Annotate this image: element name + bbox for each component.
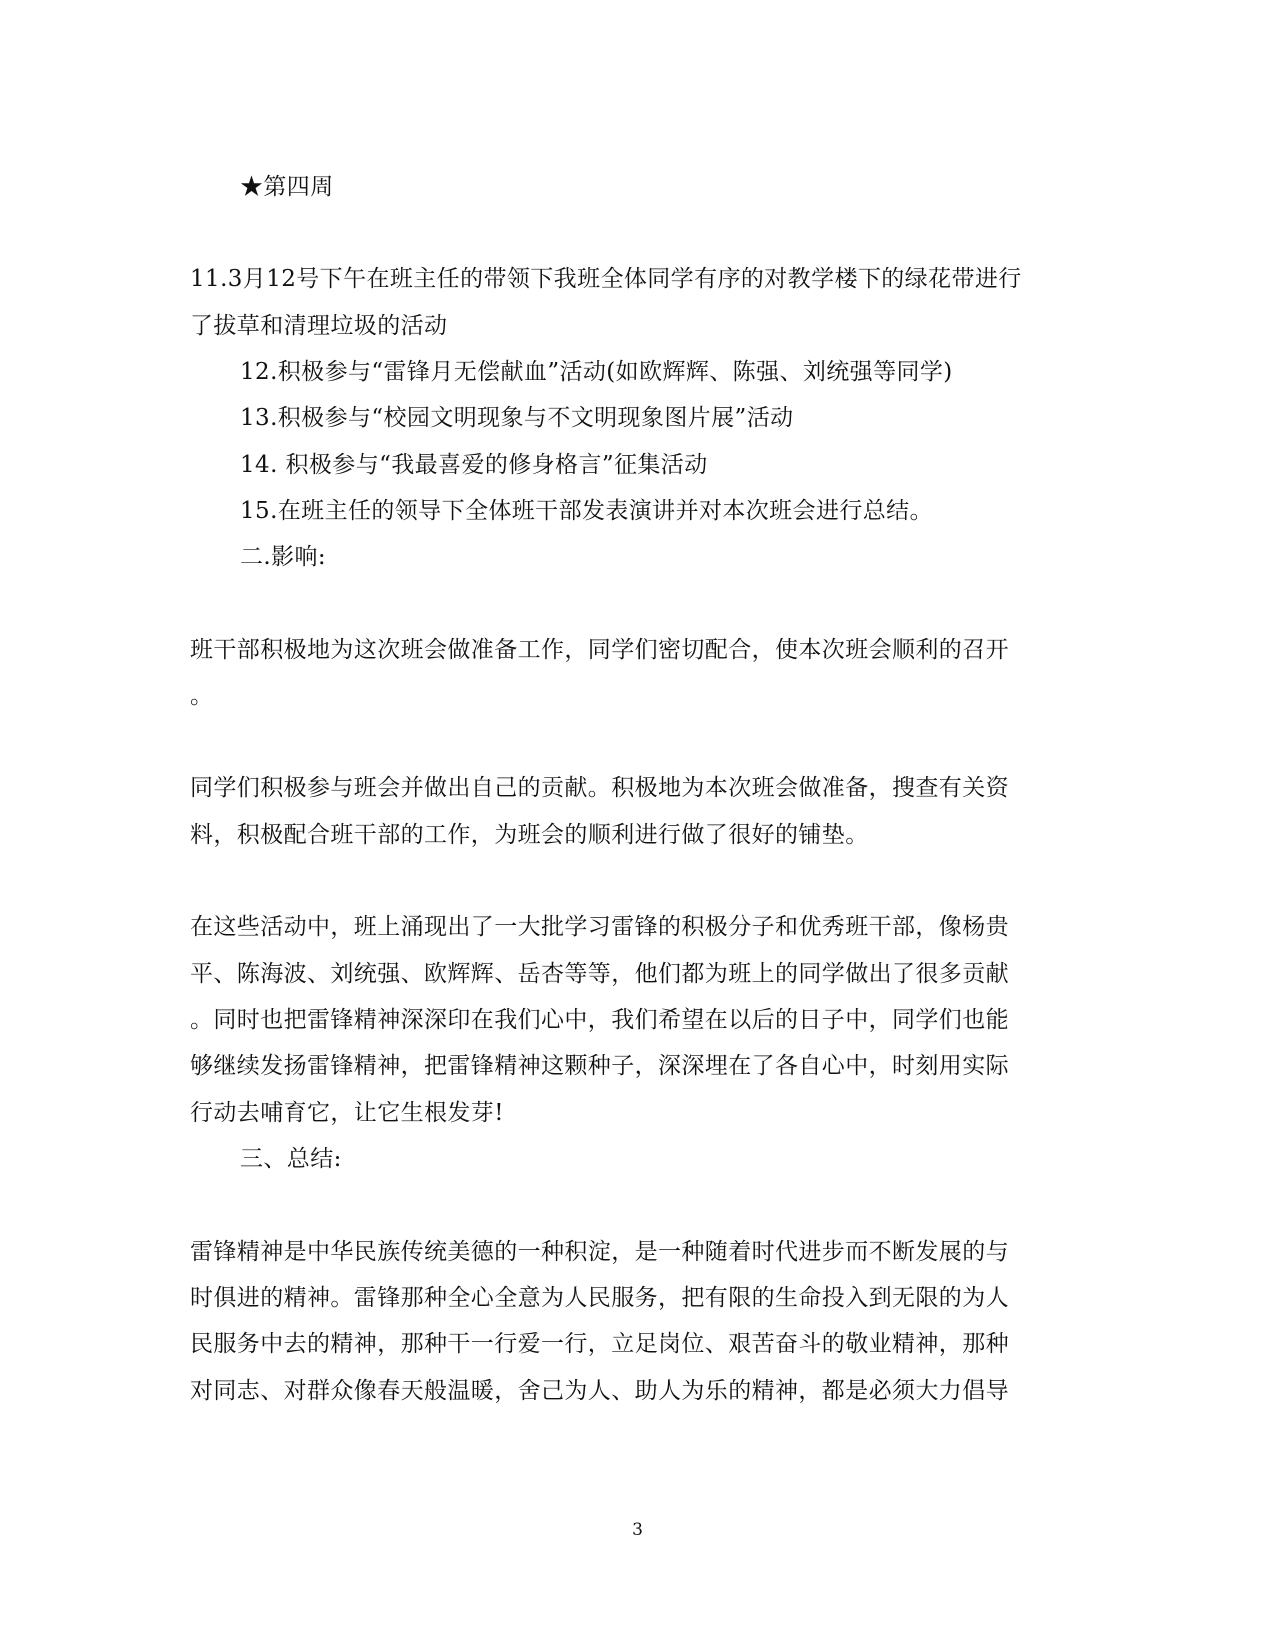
week4-heading: ★第四周: [240, 174, 334, 200]
summary-para-1-line-3: 民服务中去的精神，那种干一行爱一行，立足岗位、艰苦奋斗的敬业精神，那种: [190, 1331, 1009, 1357]
summary-para-1-line-2: 时俱进的精神。雷锋那种全心全意为人民服务，把有限的生命投入到无限的为人: [190, 1285, 1009, 1311]
summary-para-1-line-4: 对同志、对群众像春天般温暖，舍己为人、助人为乐的精神，都是必须大力倡导: [190, 1378, 1009, 1404]
impact-para-2-line-1: 同学们积极参与班会并做出自己的贡献。积极地为本次班会做准备，搜查有关资: [190, 775, 1009, 801]
item-13: 13.积极参与“校园文明现象与不文明现象图片展”活动: [240, 405, 794, 431]
page-number: 3: [632, 1520, 643, 1540]
impact-para-3-line-4: 够继续发扬雷锋精神，把雷锋精神这颗种子，深深埋在了各自心中，时刻用实际: [190, 1053, 1009, 1079]
item-12: 12.积极参与“雷锋月无偿献血”活动(如欧辉辉、陈强、刘统强等同学): [240, 359, 953, 385]
summary-para-1-line-1: 雷锋精神是中华民族传统美德的一种积淀，是一种随着时代进步而不断发展的与: [190, 1239, 1009, 1265]
summary-heading: 三、总结:: [240, 1146, 342, 1172]
impact-heading: 二.影响:: [240, 544, 327, 570]
item-15: 15.在班主任的领导下全体班干部发表演讲并对本次班会进行总结。: [240, 498, 933, 524]
item-11-line-2: 了拔草和清理垃圾的活动: [190, 313, 448, 339]
item-11-line-1: 11.3月12号下午在班主任的带领下我班全体同学有序的对教学楼下的绿花带进行: [190, 266, 1022, 292]
impact-para-3-line-1: 在这些活动中，班上涌现出了一大批学习雷锋的积极分子和优秀班干部，像杨贵: [190, 914, 1009, 940]
impact-para-1-line-1: 班干部积极地为这次班会做准备工作，同学们密切配合，使本次班会顺利的召开: [190, 637, 1009, 663]
impact-para-3-line-5: 行动去哺育它，让它生根发芽!: [190, 1100, 504, 1126]
impact-para-1-line-2: 。: [190, 683, 214, 709]
impact-para-2-line-2: 料，积极配合班干部的工作，为班会的顺利进行做了很好的铺垫。: [190, 822, 869, 848]
item-14: 14. 积极参与“我最喜爱的修身格言”征集活动: [240, 452, 708, 478]
impact-para-3-line-2: 平、陈海波、刘统强、欧辉辉、岳杏等等，他们都为班上的同学做出了很多贡献: [190, 961, 1009, 987]
impact-para-3-line-3: 。同时也把雷锋精神深深印在我们心中，我们希望在以后的日子中，同学们也能: [190, 1007, 1009, 1033]
